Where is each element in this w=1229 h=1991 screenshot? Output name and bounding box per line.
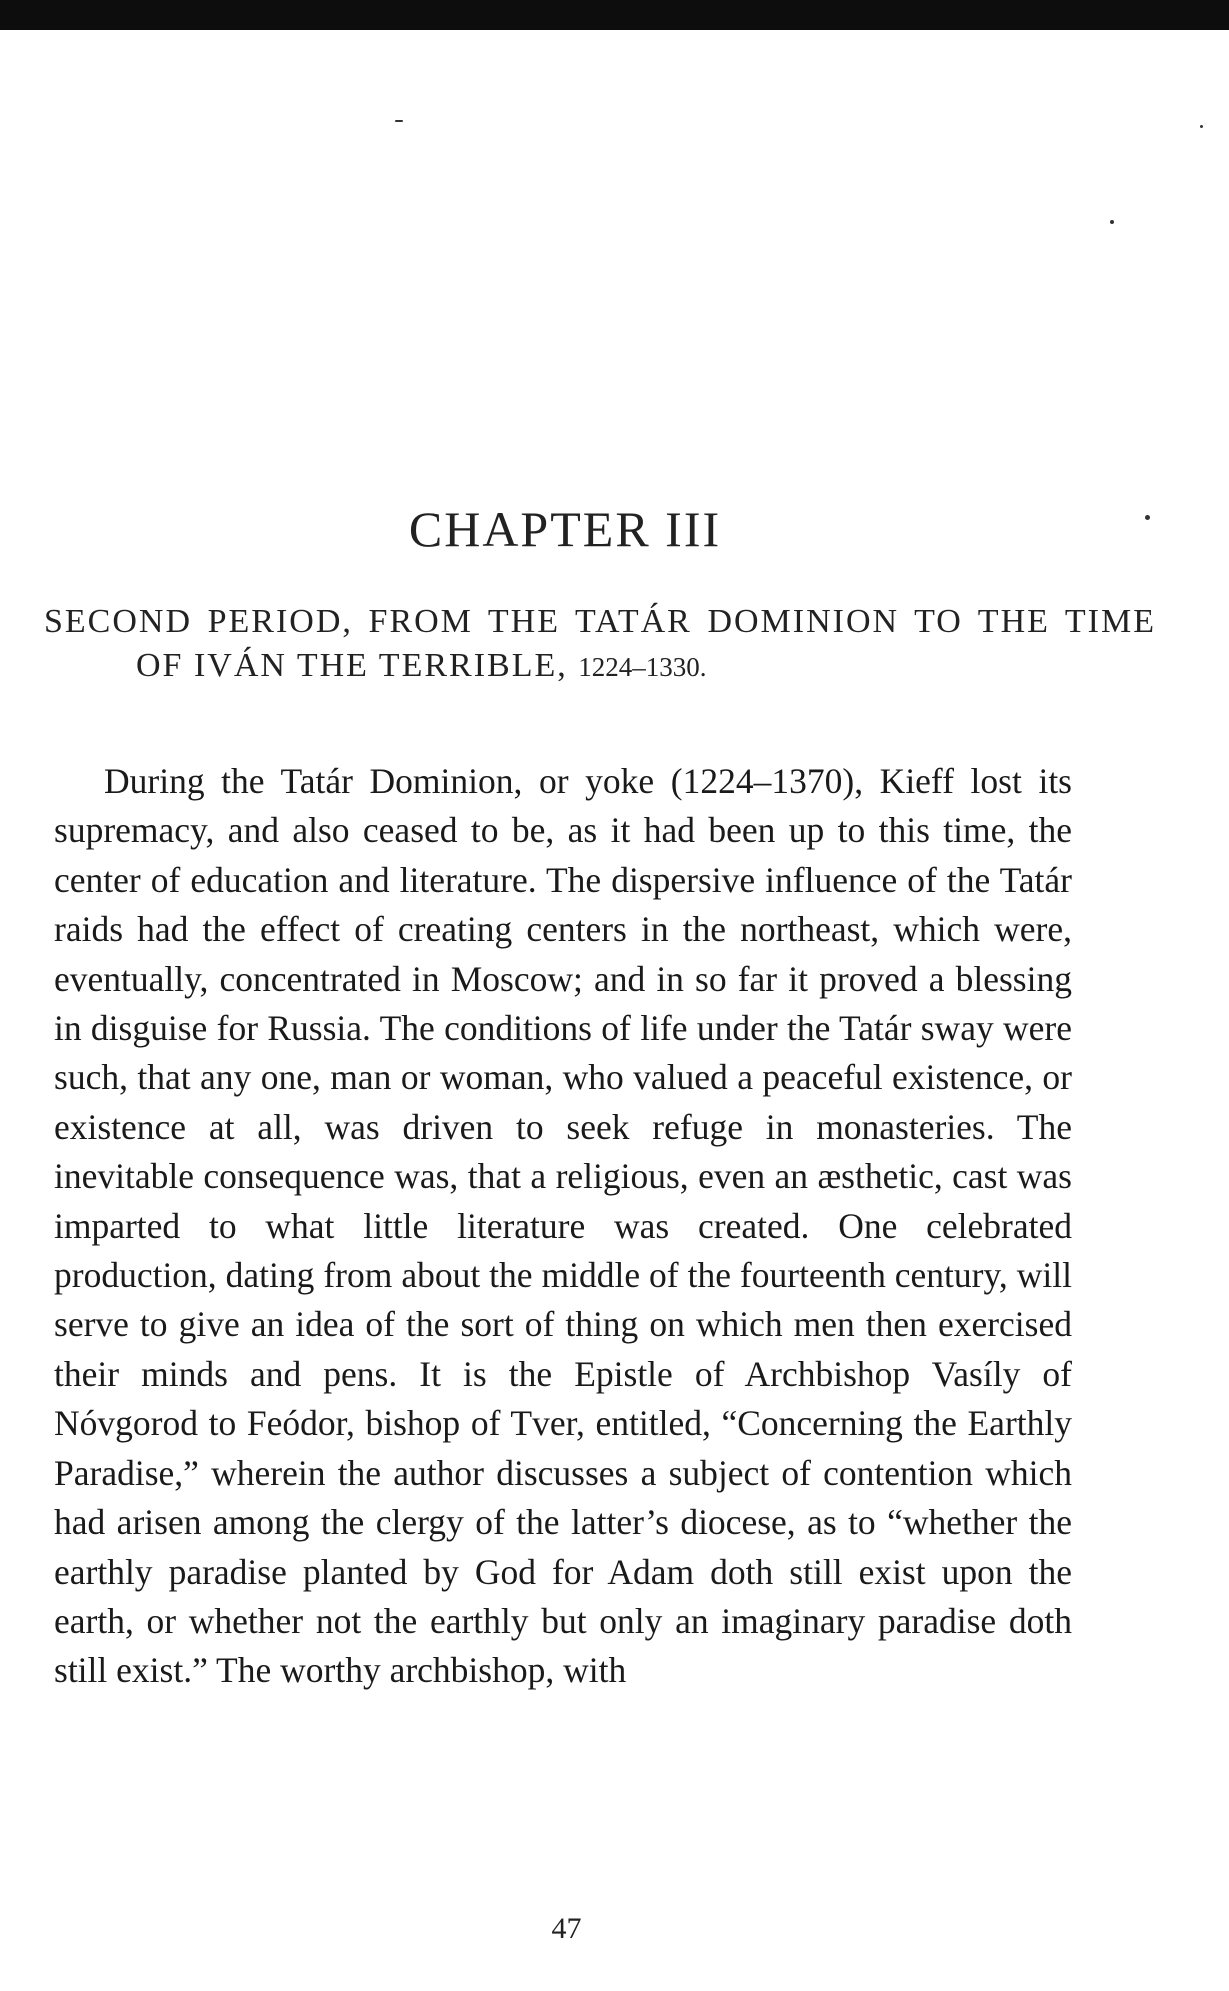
chapter-subtitle-text: SECOND PERIOD, FROM THE TATÁR DOMINION TO THE TIME OF IVÁN THE TERRIBLE, — [44, 603, 1156, 684]
scan-top-border — [0, 0, 1229, 30]
page-number: 47 — [551, 1912, 582, 1945]
chapter-heading: CHAPTER III — [408, 501, 722, 557]
scan-speck — [1145, 515, 1150, 520]
body-paragraph: During the Tatár Dominion, or yoke (1224–1370), Kieff lost its supremacy, and also ceased to be, as it had been up to this time, the center of education and literature. The dispersive influence of the Tatár raids had the effect of creating centers in the northeast, which were, eventually, concentrated in Moscow; and in so far it proved a blessing in disguise for Russia. The conditions of life under the Tatár sway were such, that any one, man or woman, who valued a peaceful existence, or existence at all, was driven to seek refuge in monasteries. The inevitable consequence was, that a religious, even an æsthetic, cast was imparted to what little literature was created. One celebrated production, dating from about the middle of the fourteenth century, will serve to give an idea of the sort of thing on which men then exercised their minds and pens. It is the Epistle of Archbishop Vasíly of Nóvgorod to Feódor, bishop of Tver, entitled, “Concerning the Earthly Paradise,” wherein the author discusses a subject of contention which had arisen among the clergy of the latter’s diocese, as to “whether the earthly paradise planted by God for Adam doth still exist upon the earth, or whether not the earthly but only an imaginary paradise doth still exist.” The worthy archbishop, with — [54, 761, 1072, 1691]
scan-speck — [1110, 220, 1114, 224]
chapter-subtitle — [44, 600, 1156, 689]
scan-speck — [395, 120, 403, 122]
chapter-subtitle-dates: 1224–1330. — [578, 652, 707, 682]
scan-speck — [1200, 125, 1203, 128]
